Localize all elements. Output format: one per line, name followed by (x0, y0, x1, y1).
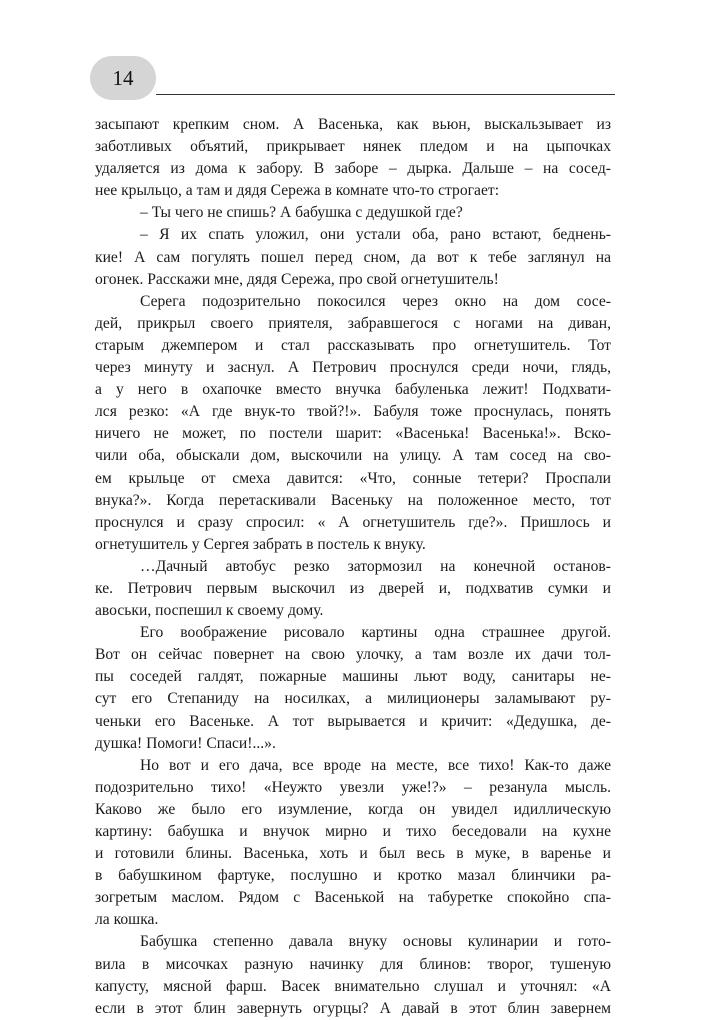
text-line: проснулся и сразу спросил: « А огнетушитель где?». Пришлось и (95, 513, 611, 531)
text-line: внука?». Когда перетаскивали Васеньку на положенное место, тот (95, 491, 611, 509)
text-line: душка! Помоги! Спаси!...». (95, 734, 276, 752)
text-line: а у него в охапочке вместо внучка бабуленька лежит! Подхвати- (95, 381, 611, 399)
text-line: Каково же было его изумление, когда он увидел идиллическую (95, 800, 611, 818)
header-rule (156, 94, 615, 95)
text-line: …Дачный автобус резко затормозил на конечной останов- (140, 557, 611, 575)
text-line: Серега подозрительно покосился через окно на дом сосе- (140, 292, 611, 310)
text-line: Бабушка степенно давала внуку основы кулинарии и гото- (140, 933, 611, 951)
text-line: лся резко: «А где внук-то твой?!». Бабуля тоже проснулась, понять (95, 403, 611, 421)
page-header (90, 56, 615, 100)
text-line: огнетушитель у Сергея забрать в постель к внуку. (95, 535, 426, 553)
text-line: засыпают крепким сном. А Васенька, как вьюн, выскальзывает из (95, 116, 611, 133)
text-line: огонек. Расскажи мне, дядя Сережа, про свой огнетушитель! (95, 270, 499, 288)
text-line: Вот он сейчас повернет на свою улочку, а там возле их дачи тол- (95, 646, 611, 664)
body-text (95, 114, 611, 1020)
text-line: чили оба, обыскали дом, выскочили на улицу. А там сосед на сво- (95, 447, 611, 465)
text-line: вила в мисочках разную начинку для блинов: творог, тушеную (95, 955, 611, 973)
text-line: авоськи, поспешил к своему дому. (95, 602, 324, 620)
text-line: через минуту и заснул. А Петрович проснулся среди ночи, глядь, (95, 359, 611, 377)
text-line: удаляется из дома к забору. В заборе – дырка. Дальше – на сосед- (95, 160, 611, 178)
text-line: ченьки его Васеньке. А тот вырывается и кричит: «Дедушка, де- (95, 712, 611, 730)
text-line: ке. Петрович первым выскочил из дверей и, подхватив сумки и (95, 579, 611, 597)
text-line: в бабушкином фартуке, послушно и кротко мазал блинчики ра- (95, 867, 611, 885)
text-line: ничего не может, по постели шарит: «Васенька! Васенька!». Вско- (95, 425, 611, 443)
text-line: – Ты чего не спишь? А бабушка с дедушкой где? (140, 204, 463, 222)
text-line: зогретым маслом. Рядом с Васенькой на табуретке спокойно спа- (95, 889, 611, 907)
text-line: ла кошка. (95, 911, 159, 929)
text-line: пы соседей галдят, пожарные машины льют воду, санитары не- (95, 668, 611, 686)
text-line: капусту, мясной фарш. Васек внимательно слушал и уточнял: «А (95, 977, 611, 995)
text-line: старым джемпером и стал рассказывать про огнетушитель. Тот (95, 336, 611, 354)
text-line: ем крыльце от смеха давится: «Что, сонные тетери? Проспали (95, 469, 611, 487)
text-line: Его воображение рисовало картины одна страшнее другой. (140, 624, 611, 642)
text-line: заботливых объятий, прикрывает нянек пледом и на цыпочках (95, 138, 611, 156)
page-number: 14 (90, 56, 156, 100)
text-line: дей, прикрыл своего приятеля, забравшегося с ногами на диван, (95, 314, 611, 332)
text-line: кие! А сам погулять пошел перед сном, да вот к тебе заглянул на (95, 248, 611, 266)
text-line: если в этот блин завернуть огурцы? А давай в этот блин завернем (95, 999, 611, 1017)
text-line: Но вот и его дача, все вроде на месте, все тихо! Как-то даже (140, 756, 611, 774)
text-line: сут его Степаниду на носилках, а милиционеры заламывают ру- (95, 690, 611, 708)
text-line: нее крыльцо, а там и дядя Сережа в комнате что-то строгает: (95, 182, 500, 200)
text-line: – Я их спать уложил, они устали оба, рано встают, беднень- (140, 226, 611, 244)
text-line: и готовили блины. Васенька, хоть и был весь в муке, в варенье и (95, 845, 611, 863)
text-line: подозрительно тихо! «Неужто увезли уже!?» – резанула мысль. (95, 778, 611, 796)
text-line: картину: бабушка и внучок мирно и тихо беседовали на кухне (95, 823, 611, 840)
